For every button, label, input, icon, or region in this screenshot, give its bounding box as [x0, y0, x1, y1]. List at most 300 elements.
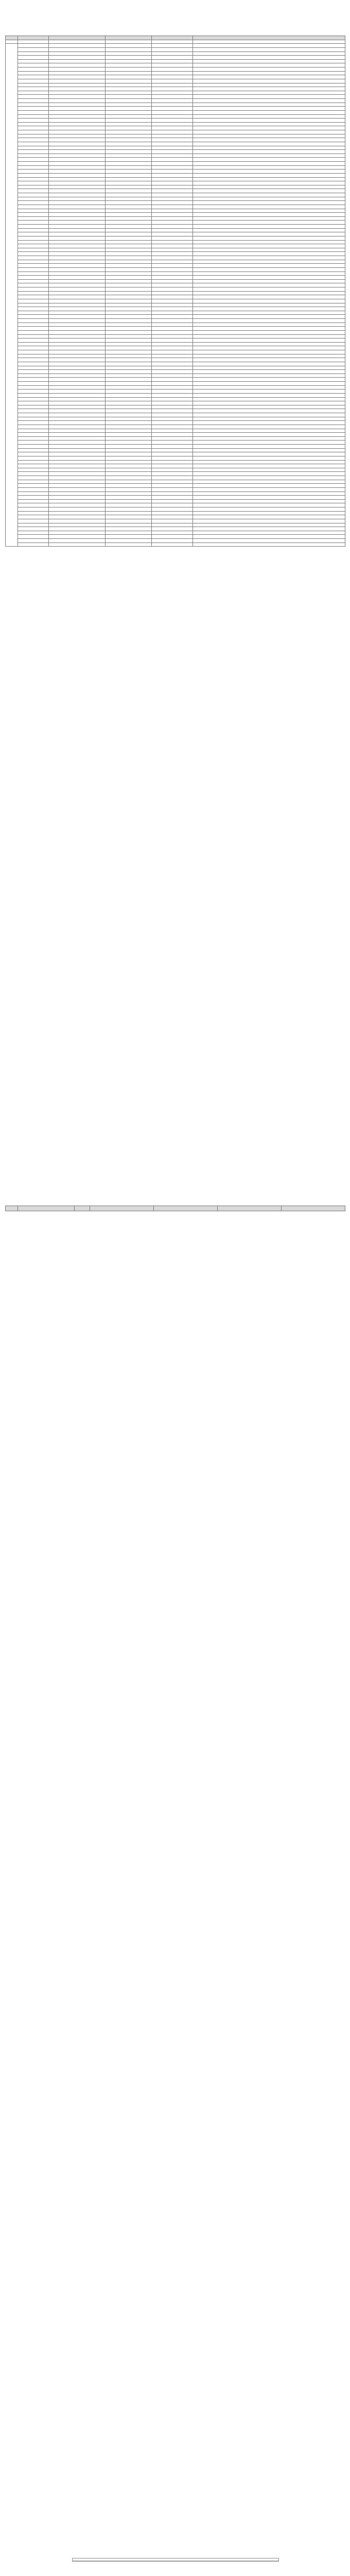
table-cell: [106, 362, 152, 366]
table-cell: [106, 393, 152, 397]
table-cell: [152, 252, 193, 256]
table-cell: [106, 170, 152, 174]
table-cell: [152, 138, 193, 142]
table-row: [6, 228, 345, 232]
table-cell: [49, 543, 106, 547]
table-cell: [193, 421, 345, 425]
table-cell: [106, 468, 152, 472]
table-cell: [106, 146, 152, 150]
table-cell: [106, 519, 152, 523]
table-row: [6, 189, 345, 193]
table-cell: [18, 334, 49, 338]
table-cell: [18, 114, 49, 118]
table-cell: [106, 421, 152, 425]
table-cell: [18, 67, 49, 72]
table-cell: [152, 63, 193, 67]
table-cell: [152, 429, 193, 433]
table-cell: [193, 523, 345, 527]
table-cell: [18, 52, 49, 56]
table-cell: [152, 154, 193, 158]
table-cell: [106, 240, 152, 244]
table-cell: [152, 503, 193, 507]
header-cell: [49, 36, 106, 40]
table-cell: [152, 496, 193, 500]
table-cell: [193, 83, 345, 87]
table-row: [6, 295, 345, 299]
table-cell: [18, 440, 49, 445]
table-row: [6, 389, 345, 394]
table-cell: [106, 193, 152, 197]
table-cell: [18, 213, 49, 217]
table-cell: [193, 311, 345, 315]
table-cell: [49, 91, 106, 95]
table-cell: [49, 107, 106, 111]
table-cell: [18, 267, 49, 272]
table-cell: [18, 181, 49, 185]
table-cell: [49, 342, 106, 346]
table-cell: [18, 150, 49, 154]
table-cell: [193, 531, 345, 535]
table-cell: [49, 480, 106, 484]
table-cell: [49, 421, 106, 425]
table-cell: [152, 213, 193, 217]
table-cell: [152, 468, 193, 472]
table-row: [6, 193, 345, 197]
table-cell: [152, 260, 193, 264]
table-cell: [49, 385, 106, 389]
table-cell: [152, 287, 193, 292]
table-cell: [18, 79, 49, 83]
table-cell: [49, 209, 106, 213]
table-cell: [106, 291, 152, 295]
table-row: [6, 276, 345, 280]
table-cell: [18, 236, 49, 240]
table-cell: [152, 134, 193, 138]
table-row: [6, 362, 345, 366]
table-cell: [49, 484, 106, 488]
table-cell: [106, 118, 152, 123]
table-cell: [106, 52, 152, 56]
table-cell: [18, 480, 49, 484]
table-cell: [18, 330, 49, 334]
table-cell: [152, 393, 193, 397]
table-cell: [152, 107, 193, 111]
table-row: [6, 291, 345, 295]
table-cell: [18, 71, 49, 75]
table-row: [6, 539, 345, 543]
header-cell: [6, 36, 18, 40]
table-cell: [49, 63, 106, 67]
table-cell: [18, 487, 49, 492]
table-cell: [18, 221, 49, 225]
table-row: [6, 95, 345, 99]
table-cell: [49, 279, 106, 283]
table-cell: [193, 138, 345, 142]
table-cell: [106, 126, 152, 130]
table-cell: [106, 216, 152, 221]
table-cell: [193, 397, 345, 401]
table-cell: [49, 248, 106, 252]
table-cell: [193, 452, 345, 456]
table-cell: [18, 99, 49, 103]
table-cell: [152, 225, 193, 229]
table-cell: [18, 299, 49, 303]
table-cell: [152, 228, 193, 232]
table-cell: [106, 539, 152, 543]
table-cell: [152, 248, 193, 252]
table-cell: [106, 114, 152, 118]
table-cell: [18, 260, 49, 264]
table-cell: [18, 252, 49, 256]
table-cell: [152, 350, 193, 354]
table-cell: [106, 138, 152, 142]
table-row: [6, 279, 345, 283]
table-cell: [49, 503, 106, 507]
table-cell: [18, 75, 49, 79]
table-cell: [49, 358, 106, 362]
table-cell: [106, 370, 152, 374]
table-cell: [18, 409, 49, 413]
table-cell: [106, 487, 152, 492]
table-cell: [106, 225, 152, 229]
table-cell: [106, 134, 152, 138]
table-cell: [193, 472, 345, 476]
table-cell: [18, 158, 49, 162]
table-cell: [18, 95, 49, 99]
table-cell: [193, 146, 345, 150]
table-cell: [193, 487, 345, 492]
table-row: [6, 507, 345, 512]
table-cell: [106, 150, 152, 154]
table-row: [6, 523, 345, 527]
table-cell: [193, 228, 345, 232]
table-cell: [18, 83, 49, 87]
table-cell: [49, 535, 106, 539]
table-cell: [18, 370, 49, 374]
table-cell: [18, 103, 49, 107]
table-cell: [106, 503, 152, 507]
table-cell: [152, 346, 193, 350]
table-cell: [49, 256, 106, 260]
table-row: [6, 59, 345, 63]
table-cell: [193, 330, 345, 334]
table-row: [6, 91, 345, 95]
table-cell: [193, 103, 345, 107]
table-cell: [106, 99, 152, 103]
table-cell: [18, 448, 49, 452]
table-cell: [18, 63, 49, 67]
table-row: [6, 114, 345, 118]
table-cell: [193, 236, 345, 240]
table-row: [6, 511, 345, 515]
table-row: [6, 63, 345, 67]
table-cell: [152, 283, 193, 287]
table-cell: [49, 146, 106, 150]
table-row: [6, 487, 345, 492]
table-cell: [193, 527, 345, 531]
table-cell: [193, 535, 345, 539]
table-row: [6, 232, 345, 236]
table-cell: [193, 543, 345, 547]
table-cell: [193, 440, 345, 445]
table-cell: [106, 158, 152, 162]
table-cell: [106, 236, 152, 240]
table-cell: [152, 366, 193, 370]
table-cell: [193, 433, 345, 437]
table-row: [6, 216, 345, 221]
table-cell: [18, 358, 49, 362]
table-cell: [193, 75, 345, 79]
table-row: [6, 205, 345, 209]
table-cell: [18, 374, 49, 378]
table-row: [6, 146, 345, 150]
table-cell: [152, 44, 193, 48]
table-cell: [18, 303, 49, 307]
table-row: [6, 433, 345, 437]
table-cell: [152, 385, 193, 389]
table-cell: [106, 56, 152, 60]
table-cell: [49, 221, 106, 225]
table-cell: [18, 433, 49, 437]
table-cell: [152, 334, 193, 338]
table-cell: [152, 445, 193, 449]
table-row: [6, 338, 345, 343]
table-cell: [193, 499, 345, 503]
table-cell: [106, 260, 152, 264]
table-cell: [193, 342, 345, 346]
table-cell: [106, 272, 152, 276]
table-cell: [152, 79, 193, 83]
table-cell: [106, 264, 152, 268]
table-row: [6, 315, 345, 319]
table-cell: [106, 385, 152, 389]
table-cell: [152, 256, 193, 260]
table-cell: [18, 264, 49, 268]
table-cell: [49, 114, 106, 118]
table-cell: [18, 523, 49, 527]
table-cell: [18, 464, 49, 468]
table-cell: [152, 47, 193, 52]
table-cell: [18, 499, 49, 503]
table-cell: [18, 519, 49, 523]
table-row: [6, 464, 345, 468]
table-cell: [49, 307, 106, 311]
table-cell: [193, 71, 345, 75]
table-cell: [18, 425, 49, 429]
table-cell: [193, 248, 345, 252]
table-cell: [106, 122, 152, 126]
table-cell: [106, 185, 152, 189]
table-cell: [18, 138, 49, 142]
table-cell: [49, 87, 106, 91]
table-row: [6, 213, 345, 217]
table-row: [6, 476, 345, 480]
schedule-table: [5, 1206, 345, 1211]
table-cell: [193, 185, 345, 189]
table-cell: [106, 154, 152, 158]
table-cell: [152, 323, 193, 327]
table-cell: [18, 539, 49, 543]
table-row: [6, 499, 345, 503]
table-cell: [18, 279, 49, 283]
table-cell: [18, 401, 49, 405]
table-cell: [193, 350, 345, 354]
header-cell: [282, 1206, 345, 1211]
table-cell: [193, 460, 345, 464]
table-cell: [18, 543, 49, 547]
table-cell: [49, 354, 106, 358]
table-cell: [106, 59, 152, 63]
table-cell: [49, 189, 106, 193]
table-row: [6, 264, 345, 268]
table-cell: [106, 201, 152, 205]
table-cell: [152, 110, 193, 114]
table-cell: [106, 221, 152, 225]
table-cell: [152, 307, 193, 311]
table-cell: [18, 40, 49, 44]
table-cell: [106, 83, 152, 87]
table-cell: [18, 272, 49, 276]
table-cell: [152, 507, 193, 512]
table-cell: [152, 75, 193, 79]
table-cell: [49, 303, 106, 307]
table-cell: [49, 99, 106, 103]
table-cell: [49, 338, 106, 343]
table-cell: [193, 374, 345, 378]
table-row: [6, 75, 345, 79]
table-row: [6, 452, 345, 456]
table-cell: [49, 519, 106, 523]
table-cell: [49, 523, 106, 527]
table-cell: [152, 440, 193, 445]
table-cell: [49, 417, 106, 421]
table-cell: [49, 334, 106, 338]
table-cell: [152, 492, 193, 496]
table-cell: [193, 385, 345, 389]
table-cell: [152, 472, 193, 476]
table-cell: [152, 87, 193, 91]
table-cell: [49, 193, 106, 197]
table-cell: [193, 272, 345, 276]
table-row: [6, 287, 345, 292]
table-cell: [106, 75, 152, 79]
table-cell: [18, 311, 49, 315]
table-cell: [49, 330, 106, 334]
table-cell: [106, 358, 152, 362]
table-cell: [193, 221, 345, 225]
table-row: [6, 445, 345, 449]
table-cell: [106, 319, 152, 323]
table-row: [6, 256, 345, 260]
table-cell: [193, 299, 345, 303]
table-row: [6, 405, 345, 409]
table-cell: [152, 162, 193, 166]
table-cell: [49, 507, 106, 512]
table-cell: [49, 291, 106, 295]
table-cell: [152, 401, 193, 405]
table-row: [6, 197, 345, 201]
table-cell: [49, 448, 106, 452]
table-cell: [18, 535, 49, 539]
table-cell: [152, 165, 193, 170]
table-cell: [18, 397, 49, 401]
table-cell: [18, 287, 49, 292]
table-cell: [152, 83, 193, 87]
table-cell: [18, 476, 49, 480]
table-cell: [18, 354, 49, 358]
table-cell: [18, 134, 49, 138]
table-cell: [152, 71, 193, 75]
table-row: [6, 158, 345, 162]
table-cell: [152, 91, 193, 95]
table-cell: [106, 433, 152, 437]
table-cell: [106, 197, 152, 201]
table-cell: [106, 177, 152, 181]
table-cell: [106, 142, 152, 146]
header-cell: [75, 1206, 90, 1211]
table-row: [6, 126, 345, 130]
table-cell: [193, 279, 345, 283]
table-row: [6, 99, 345, 103]
table-cell: [49, 47, 106, 52]
table-row: [6, 346, 345, 350]
table-cell: [106, 496, 152, 500]
table-cell: [49, 118, 106, 123]
table-cell: [49, 52, 106, 56]
table-cell: [193, 95, 345, 99]
table-cell: [152, 413, 193, 417]
table-cell: [152, 236, 193, 240]
table-cell: [49, 236, 106, 240]
table-cell: [18, 445, 49, 449]
table-cell: [193, 59, 345, 63]
table-row: [6, 527, 345, 531]
table-cell: [193, 295, 345, 299]
table-cell: [193, 382, 345, 386]
table-cell: [106, 535, 152, 539]
table-cell: [106, 531, 152, 535]
table-cell: [106, 44, 152, 48]
table-cell: [193, 362, 345, 366]
table-cell: [193, 197, 345, 201]
table-cell: [152, 130, 193, 134]
table-cell: [152, 531, 193, 535]
table-cell: [152, 527, 193, 531]
table-cell: [152, 173, 193, 177]
table-cell: [106, 79, 152, 83]
table-cell: [106, 244, 152, 248]
table-cell: [49, 499, 106, 503]
table-row: [6, 221, 345, 225]
table-cell: [152, 244, 193, 248]
table-cell: [152, 519, 193, 523]
table-cell: [152, 370, 193, 374]
table-row: [6, 429, 345, 433]
table-row: [6, 225, 345, 229]
table-row: [6, 342, 345, 346]
header-cell: [18, 1206, 75, 1211]
table-cell: [106, 205, 152, 209]
table-row: [6, 103, 345, 107]
table-cell: [193, 154, 345, 158]
table-cell: [193, 338, 345, 343]
table-row: [6, 252, 345, 256]
property-table-header: [6, 36, 345, 40]
table-cell: [49, 162, 106, 166]
table-cell: [49, 515, 106, 519]
table-cell: [49, 315, 106, 319]
table-cell: [49, 71, 106, 75]
